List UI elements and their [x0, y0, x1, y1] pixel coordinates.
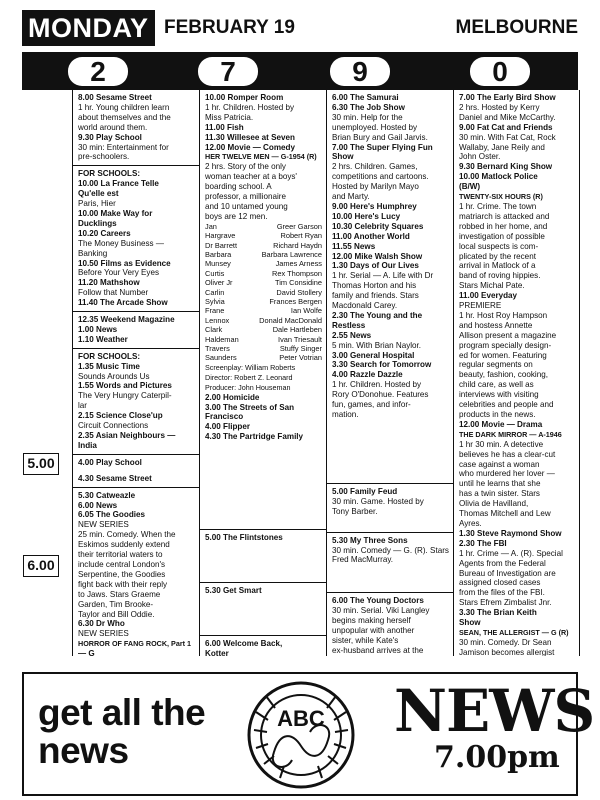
program-text: and 10 untamed young — [205, 201, 288, 211]
program-text: fun, games, and infor- — [332, 400, 411, 410]
program-title: 4.00 Razzle Dazzle — [332, 370, 403, 380]
program-title: 1.00 News — [78, 324, 118, 334]
program-text: to Jaws. Stars Graeme — [78, 589, 161, 599]
spacer — [332, 577, 449, 589]
program-title: 10.00 Romper Room — [205, 93, 284, 102]
spacer — [332, 565, 449, 577]
spacer — [205, 514, 322, 526]
cast-row — [205, 297, 322, 306]
program-text: band of roving hippies. — [459, 271, 541, 281]
program-text: until he learns that she — [459, 479, 541, 489]
program-text: unemployed. Hosted by — [332, 122, 418, 132]
channel-9-badge: 9 — [330, 57, 390, 86]
cast-row — [205, 250, 322, 259]
program-text: woman teacher at a boys' — [205, 172, 297, 182]
divider — [327, 532, 453, 533]
program-text: Paris, Hier — [78, 199, 116, 209]
program-title: 11.00 Another World — [332, 231, 410, 241]
program-text: 30 min. Comedy — G. (R). Stars — [332, 545, 449, 555]
day-label: MONDAY — [22, 10, 155, 46]
program-title: 1.30 Steve Raymond Show — [459, 528, 562, 538]
advert-tagline-line1: get all the — [38, 692, 206, 733]
cast-row — [205, 288, 322, 297]
cast-actor: Richard Haydn — [273, 240, 322, 250]
cast-row — [205, 353, 322, 362]
program-text: Banking — [78, 248, 108, 258]
abc-logo-icon — [246, 680, 356, 790]
program-title: 11.20 Mathshow — [78, 278, 140, 288]
cast-role: Jan — [205, 221, 217, 231]
channel-2-badge: 2 — [68, 57, 128, 86]
program-title: Show — [459, 618, 481, 628]
program-text: from the files of the FBI. — [459, 588, 545, 598]
program-title: 10.00 Here's Lucy — [332, 211, 401, 221]
program-text: 30 min. Serial. Viki Langley — [332, 606, 430, 616]
program-text: Eskimos suddenly extend — [78, 540, 170, 550]
cast-row — [205, 344, 322, 353]
program-text: Tony Barber. — [332, 506, 378, 516]
cast-actor: Dale Hartleben — [272, 325, 322, 335]
cast-row — [205, 306, 322, 315]
cast-role: Sylvia — [205, 297, 225, 307]
program-text: 30 min. Game. Hosted by — [332, 496, 424, 506]
cast-role: Oliver Jr — [205, 278, 233, 288]
program-text: assigned closed cases — [459, 578, 541, 588]
program-text: family and friends. Stars — [332, 291, 419, 301]
program-text: believes he has a clear-cut — [459, 449, 556, 459]
cast-row — [205, 269, 322, 278]
spacer — [205, 442, 322, 454]
spacer — [332, 432, 449, 444]
channel-2-column — [72, 90, 199, 656]
program-text: program specially design- — [459, 340, 552, 350]
divider — [73, 311, 199, 312]
program-text: 30 min. Comedy. Dr Sean — [459, 637, 552, 647]
program-text: Garden, Tim Brooke- — [78, 599, 154, 609]
program-title: 1.30 Days of Our Lives — [332, 261, 419, 271]
program-title: 2.35 Asian Neighbours — — [78, 431, 176, 440]
program-text: John Oster. — [459, 152, 501, 162]
program-text: unpopular with another — [332, 626, 415, 636]
program-text: Brian Bury and Gail Jarvis. — [332, 132, 428, 142]
spacer — [332, 420, 449, 432]
program-text: The Very Hungry Caterpil- — [78, 391, 172, 401]
divider — [73, 165, 199, 166]
cast-role: Dr Barrett — [205, 240, 238, 250]
divider — [200, 582, 326, 583]
program-title: THE DARK MIRROR — A-1946 — [459, 429, 562, 439]
spacer — [205, 466, 322, 478]
program-text: ex-husband arrives at the — [332, 645, 424, 655]
program-text: interviews with visiting — [459, 390, 539, 400]
cast-actor: Barbara Lawrence — [261, 250, 322, 259]
spacer — [332, 456, 449, 468]
program-text: plicated by the recent — [459, 251, 536, 261]
cast-actor: Robert Ryan — [280, 231, 322, 241]
program-title: Restless — [332, 320, 366, 330]
program-text: Daniel and Mike McCarthy. — [459, 112, 556, 122]
program-text: Taylor and Bill Oddie. — [78, 609, 155, 619]
program-text: Stars Michal Pate. — [459, 281, 525, 291]
program-text: beauty, fashion, cooking, — [459, 370, 548, 380]
cast-actor: Rex Thompson — [272, 268, 322, 278]
spacer — [332, 444, 449, 456]
spacer — [205, 454, 322, 466]
program-text: Director: Robert Z. Leonard — [205, 372, 293, 382]
program-text: 2 hrs. Story of the only — [205, 162, 286, 172]
spacer — [205, 567, 322, 579]
program-text: case against a woman — [459, 459, 540, 469]
cast-row — [205, 316, 322, 325]
program-title: 5.00 Family Feud — [332, 486, 398, 496]
program-title: — G — [78, 649, 95, 656]
program-title: 6.05 The Goodies — [78, 510, 146, 520]
divider — [200, 529, 326, 530]
program-text: and hostess Annette — [459, 320, 533, 330]
program-text: 1 hr. Crime. The town — [459, 201, 537, 211]
program-text: include central London's — [78, 559, 166, 569]
program-text: NEW SERIES — [78, 629, 129, 639]
program-text: 30 min. Help for the — [332, 112, 403, 122]
divider — [73, 454, 199, 455]
program-title: 6.00 The Young Doctors — [332, 596, 424, 606]
logo-text: ABC — [277, 706, 325, 731]
channel-0-column — [453, 90, 580, 656]
cast-role: Barbara — [205, 250, 232, 259]
program-title: FOR SCHOOLS: — [78, 169, 141, 179]
program-title: SEAN, THE ALLERGIST — G (R) — [459, 627, 569, 637]
cast-row — [205, 222, 322, 231]
page-header — [22, 10, 578, 46]
program-text: 1 hr. Crime — A. (R). Special — [459, 548, 563, 558]
program-title: 3.30 Search for Tomorrow — [332, 360, 432, 370]
program-title: 9.00 Fat Cat and Friends — [459, 122, 553, 132]
spacer — [205, 596, 322, 608]
advert-tagline — [38, 694, 205, 770]
program-text: world around them. — [78, 122, 148, 132]
program-text: Serpentine, the Goodies — [78, 569, 166, 579]
program-text: ed for women. Featuring — [459, 350, 547, 360]
program-title: 2.15 Science Close'up — [78, 411, 163, 421]
cast-role: Travers — [205, 344, 230, 354]
spacer — [205, 478, 322, 490]
program-text: and Marty. — [332, 192, 370, 202]
program-title: Kotter — [205, 648, 229, 656]
program-text: Rory O'Donohue. Features — [332, 390, 429, 400]
cast-actor: Donald MacDonald — [259, 315, 322, 325]
program-title: 10.00 Matlock Police — [459, 172, 538, 182]
program-title: HORROR OF FANG ROCK, Part 1 — [78, 639, 192, 649]
channel-bar — [22, 52, 578, 90]
program-text: has a twin sister. Stars — [459, 489, 540, 499]
program-title: 10.00 La France Telle — [78, 179, 159, 189]
program-text: Wallaby, Jane Reily and — [459, 142, 545, 152]
program-text: about themselves and the — [78, 112, 171, 122]
program-title: 10.30 Celebrity Squares — [332, 221, 424, 231]
program-text: competitions and cartoons. — [332, 172, 429, 182]
program-text: Thomas Horton and his — [332, 281, 417, 291]
program-text: lar — [78, 401, 87, 411]
program-text: Stars Efrem Zimbalist Jnr. — [459, 598, 552, 608]
program-text: Producer: John Houseman — [205, 382, 291, 392]
program-title: 6.30 Dr Who — [78, 619, 125, 629]
program-text: Miss Patricia. — [205, 112, 254, 122]
program-title: 10.00 Make Way for — [78, 208, 153, 218]
program-text: Agents from the Federal — [459, 558, 546, 568]
cast-actor: Tim Considine — [275, 278, 322, 288]
spacer — [205, 555, 322, 567]
cast-actor: Stuffy Singer — [279, 344, 322, 354]
program-title: 4.30 The Partridge Family — [205, 432, 304, 442]
program-text: 30 min: Entertainment for — [78, 142, 169, 152]
program-title: 9.00 Here's Humphrey — [332, 201, 417, 211]
program-text: 25 min. Comedy. When the — [78, 530, 176, 540]
program-title: 11.00 Fish — [205, 122, 244, 132]
program-title: 2.30 The Young and the — [332, 310, 423, 320]
program-text: professor, a millionaire — [205, 192, 286, 202]
program-text: their territorial waters to — [78, 550, 163, 560]
cast-role: Lennox — [205, 315, 230, 325]
advert-tagline-line2: news — [38, 730, 129, 771]
program-text: arrival in Matlock of a — [459, 261, 536, 271]
divider — [327, 483, 453, 484]
channel-7-badge: 7 — [198, 57, 258, 86]
abc-news-advert — [22, 672, 595, 796]
program-text: mation. — [332, 410, 359, 419]
program-title: 6.30 The Job Show — [332, 102, 405, 112]
program-title: HER TWELVE MEN — G-1954 (R) — [205, 152, 317, 162]
spacer — [205, 543, 322, 555]
program-title: 5.30 Get Smart — [205, 586, 262, 596]
program-text: fight back with their reply — [78, 579, 168, 589]
cast-row — [205, 335, 322, 344]
program-title: 1.55 Words and Pictures — [78, 381, 172, 391]
program-text: matriarch is attacked and — [459, 211, 550, 221]
program-text: 1 hr. Children. Hosted by — [332, 380, 422, 390]
program-title: 3.30 The Brian Keith — [459, 608, 537, 618]
cast-role: Clark — [205, 325, 223, 335]
program-grid — [72, 90, 580, 656]
program-text: 1 hr. Children. Hosted by — [205, 102, 295, 112]
program-title: 4.00 Flipper — [205, 422, 250, 432]
city-label: MELBOURNE — [455, 17, 578, 38]
program-title: 11.00 Everyday — [459, 291, 518, 301]
spacer — [332, 468, 449, 480]
program-title: 7.00 The Super Flying Fun — [332, 142, 433, 152]
program-text: Before Your Very Eyes — [78, 268, 159, 278]
program-text: boarding school. A — [205, 182, 272, 192]
cast-role: Carlin — [205, 287, 225, 297]
program-text: 30 min. With Fat Cat, Rock — [459, 132, 556, 142]
program-text: PREMIERE — [459, 301, 502, 311]
program-text: 2 hrs. Hosted by Kerry — [459, 102, 540, 112]
cast-role: Curtis — [205, 268, 225, 278]
cast-role: Hargrave — [205, 231, 236, 241]
cast-row — [205, 278, 322, 287]
program-text: Hosted by Marilyn Mayo — [332, 182, 419, 192]
divider — [73, 348, 199, 349]
program-text: begins making herself — [332, 616, 411, 626]
channel-7-column — [199, 90, 326, 656]
program-text: The Money Business — — [78, 238, 164, 248]
program-title: India — [78, 440, 97, 450]
cast-role: Frane — [205, 306, 225, 316]
spacer — [205, 620, 322, 632]
program-title: 6.00 News — [78, 500, 118, 510]
program-title: TWENTY-SIX HOURS (R) — [459, 192, 543, 202]
program-title: Ducklings — [78, 218, 117, 228]
program-text: celebrities and people and — [459, 400, 554, 410]
program-title: Qu'elle est — [78, 189, 119, 199]
program-text: child care, as well as — [459, 380, 534, 390]
program-text: 1 hr. Young children learn — [78, 102, 170, 112]
advert-time: 7.00pm — [434, 740, 560, 775]
program-text: Fred MacMurray. — [332, 555, 394, 565]
program-text: Screenplay: William Roberts — [205, 362, 296, 372]
program-title: 11.55 News — [332, 241, 376, 251]
program-title: 12.35 Weekend Magazine — [78, 315, 175, 325]
cast-row — [205, 231, 322, 240]
divider — [73, 487, 199, 488]
program-text: 2 hrs. Children. Games, — [332, 162, 418, 172]
program-text: boys are 12 men. — [205, 211, 268, 221]
program-title: 3.00 General Hospital — [332, 350, 415, 360]
program-text: NEW SERIES — [78, 520, 129, 530]
cast-actor: James Arness — [275, 259, 322, 269]
program-text: pre-schoolers. — [78, 152, 130, 162]
cast-actor: Greer Garson — [276, 221, 322, 231]
date-label: FEBRUARY 19 — [164, 17, 295, 38]
program-title: FOR SCHOOLS: — [78, 351, 141, 361]
program-title: 10.20 Careers — [78, 228, 131, 238]
cast-role: Haldeman — [205, 334, 239, 344]
advert-headline: NEWS — [394, 677, 595, 745]
program-text: Ayres. — [459, 518, 482, 528]
program-title: 12.00 Movie — Drama — [459, 419, 543, 429]
program-title: (B/W) — [459, 182, 481, 192]
program-title: 2.00 Homicide — [205, 392, 260, 402]
program-title: 9.30 Bernard King Show — [459, 162, 553, 172]
cast-row — [205, 325, 322, 334]
program-title: 6.00 Welcome Back, — [205, 638, 283, 648]
cast-actor: Ian Wolfe — [290, 306, 322, 316]
program-title: 5.00 The Flintstones — [205, 533, 283, 543]
cast-actor: Ivan Triesault — [278, 334, 322, 344]
cast-actor: David Stollery — [276, 287, 322, 297]
time-marker-5pm: 5.00 — [23, 453, 59, 475]
program-text: robbed in her home, and — [459, 221, 548, 231]
program-title: 9.30 Play School — [78, 132, 142, 142]
channel-9-column — [326, 90, 453, 656]
program-title: 3.00 The Streets of San — [205, 402, 295, 412]
program-text: who murdered her lover — — [459, 469, 555, 479]
program-text: Circuit Connections — [78, 421, 149, 431]
spacer — [205, 608, 322, 620]
program-text: Allison present a magazine — [459, 330, 557, 340]
program-text: Thomas Mitchell and Lew — [459, 509, 551, 519]
program-text: 1 hr 30 min. A detective — [459, 439, 544, 449]
divider — [327, 592, 453, 593]
program-text: 1 hr. Host Roy Hampson — [459, 310, 548, 320]
spacer — [205, 490, 322, 502]
program-title: 8.00 Sesame Street — [78, 93, 152, 102]
program-text: Follow that Number — [78, 288, 149, 298]
program-title: 4.30 Sesame Street — [78, 473, 152, 483]
program-title: 2.30 The FBI — [459, 538, 507, 548]
cast-actor: Peter Votrian — [279, 353, 322, 363]
channel-0-badge: 0 — [470, 57, 530, 86]
program-title: 5.30 Catweazle — [78, 490, 136, 500]
program-text: 1 hr. Serial — A. Life with Dr — [332, 271, 434, 281]
program-title: 12.00 Mike Walsh Show — [332, 251, 423, 261]
program-title: 6.00 The Samurai — [332, 93, 399, 102]
program-title: Show — [332, 152, 354, 162]
program-title: Francisco — [205, 412, 244, 422]
cast-row — [205, 241, 322, 250]
program-title: 11.40 The Arcade Show — [78, 298, 168, 308]
program-title: 4.00 Play School — [78, 457, 142, 467]
program-text: local suspects is com- — [459, 241, 539, 251]
program-text: products in the news. — [459, 410, 536, 419]
program-text: 5 min. With Brian Naylor. — [332, 340, 422, 350]
program-title: 12.00 Movie — Comedy — [205, 142, 295, 152]
spacer — [332, 517, 449, 529]
cast-actor: Frances Bergen — [269, 297, 322, 307]
program-title: 11.30 Willesee at Seven — [205, 132, 295, 142]
program-text: regular segments on — [459, 360, 533, 370]
time-marker-6pm: 6.00 — [23, 555, 59, 577]
program-title: 1.35 Music Time — [78, 361, 140, 371]
program-title: 10.50 Films as Evidence — [78, 258, 171, 268]
program-text: Sounds Arounds Us — [78, 371, 150, 381]
program-text: Bureau of Investigation are — [459, 568, 556, 578]
divider — [200, 635, 326, 636]
program-title: 5.30 My Three Sons — [332, 535, 408, 545]
program-title: 7.00 The Early Bird Show — [459, 93, 556, 102]
cast-row — [205, 259, 322, 268]
program-text: investigation of possible — [459, 231, 545, 241]
cast-role: Munsey — [205, 259, 231, 269]
spacer — [205, 502, 322, 514]
program-title: 1.10 Weather — [78, 334, 128, 344]
program-title: 2.55 News — [332, 330, 372, 340]
program-text: sister, while Kate's — [332, 635, 399, 645]
program-text: Jamison becomes allergist — [459, 647, 555, 656]
program-text: Macdonald Carey. — [332, 301, 398, 311]
program-text: Olivia de Havilland, — [459, 499, 529, 509]
cast-role: Saunders — [205, 353, 237, 363]
